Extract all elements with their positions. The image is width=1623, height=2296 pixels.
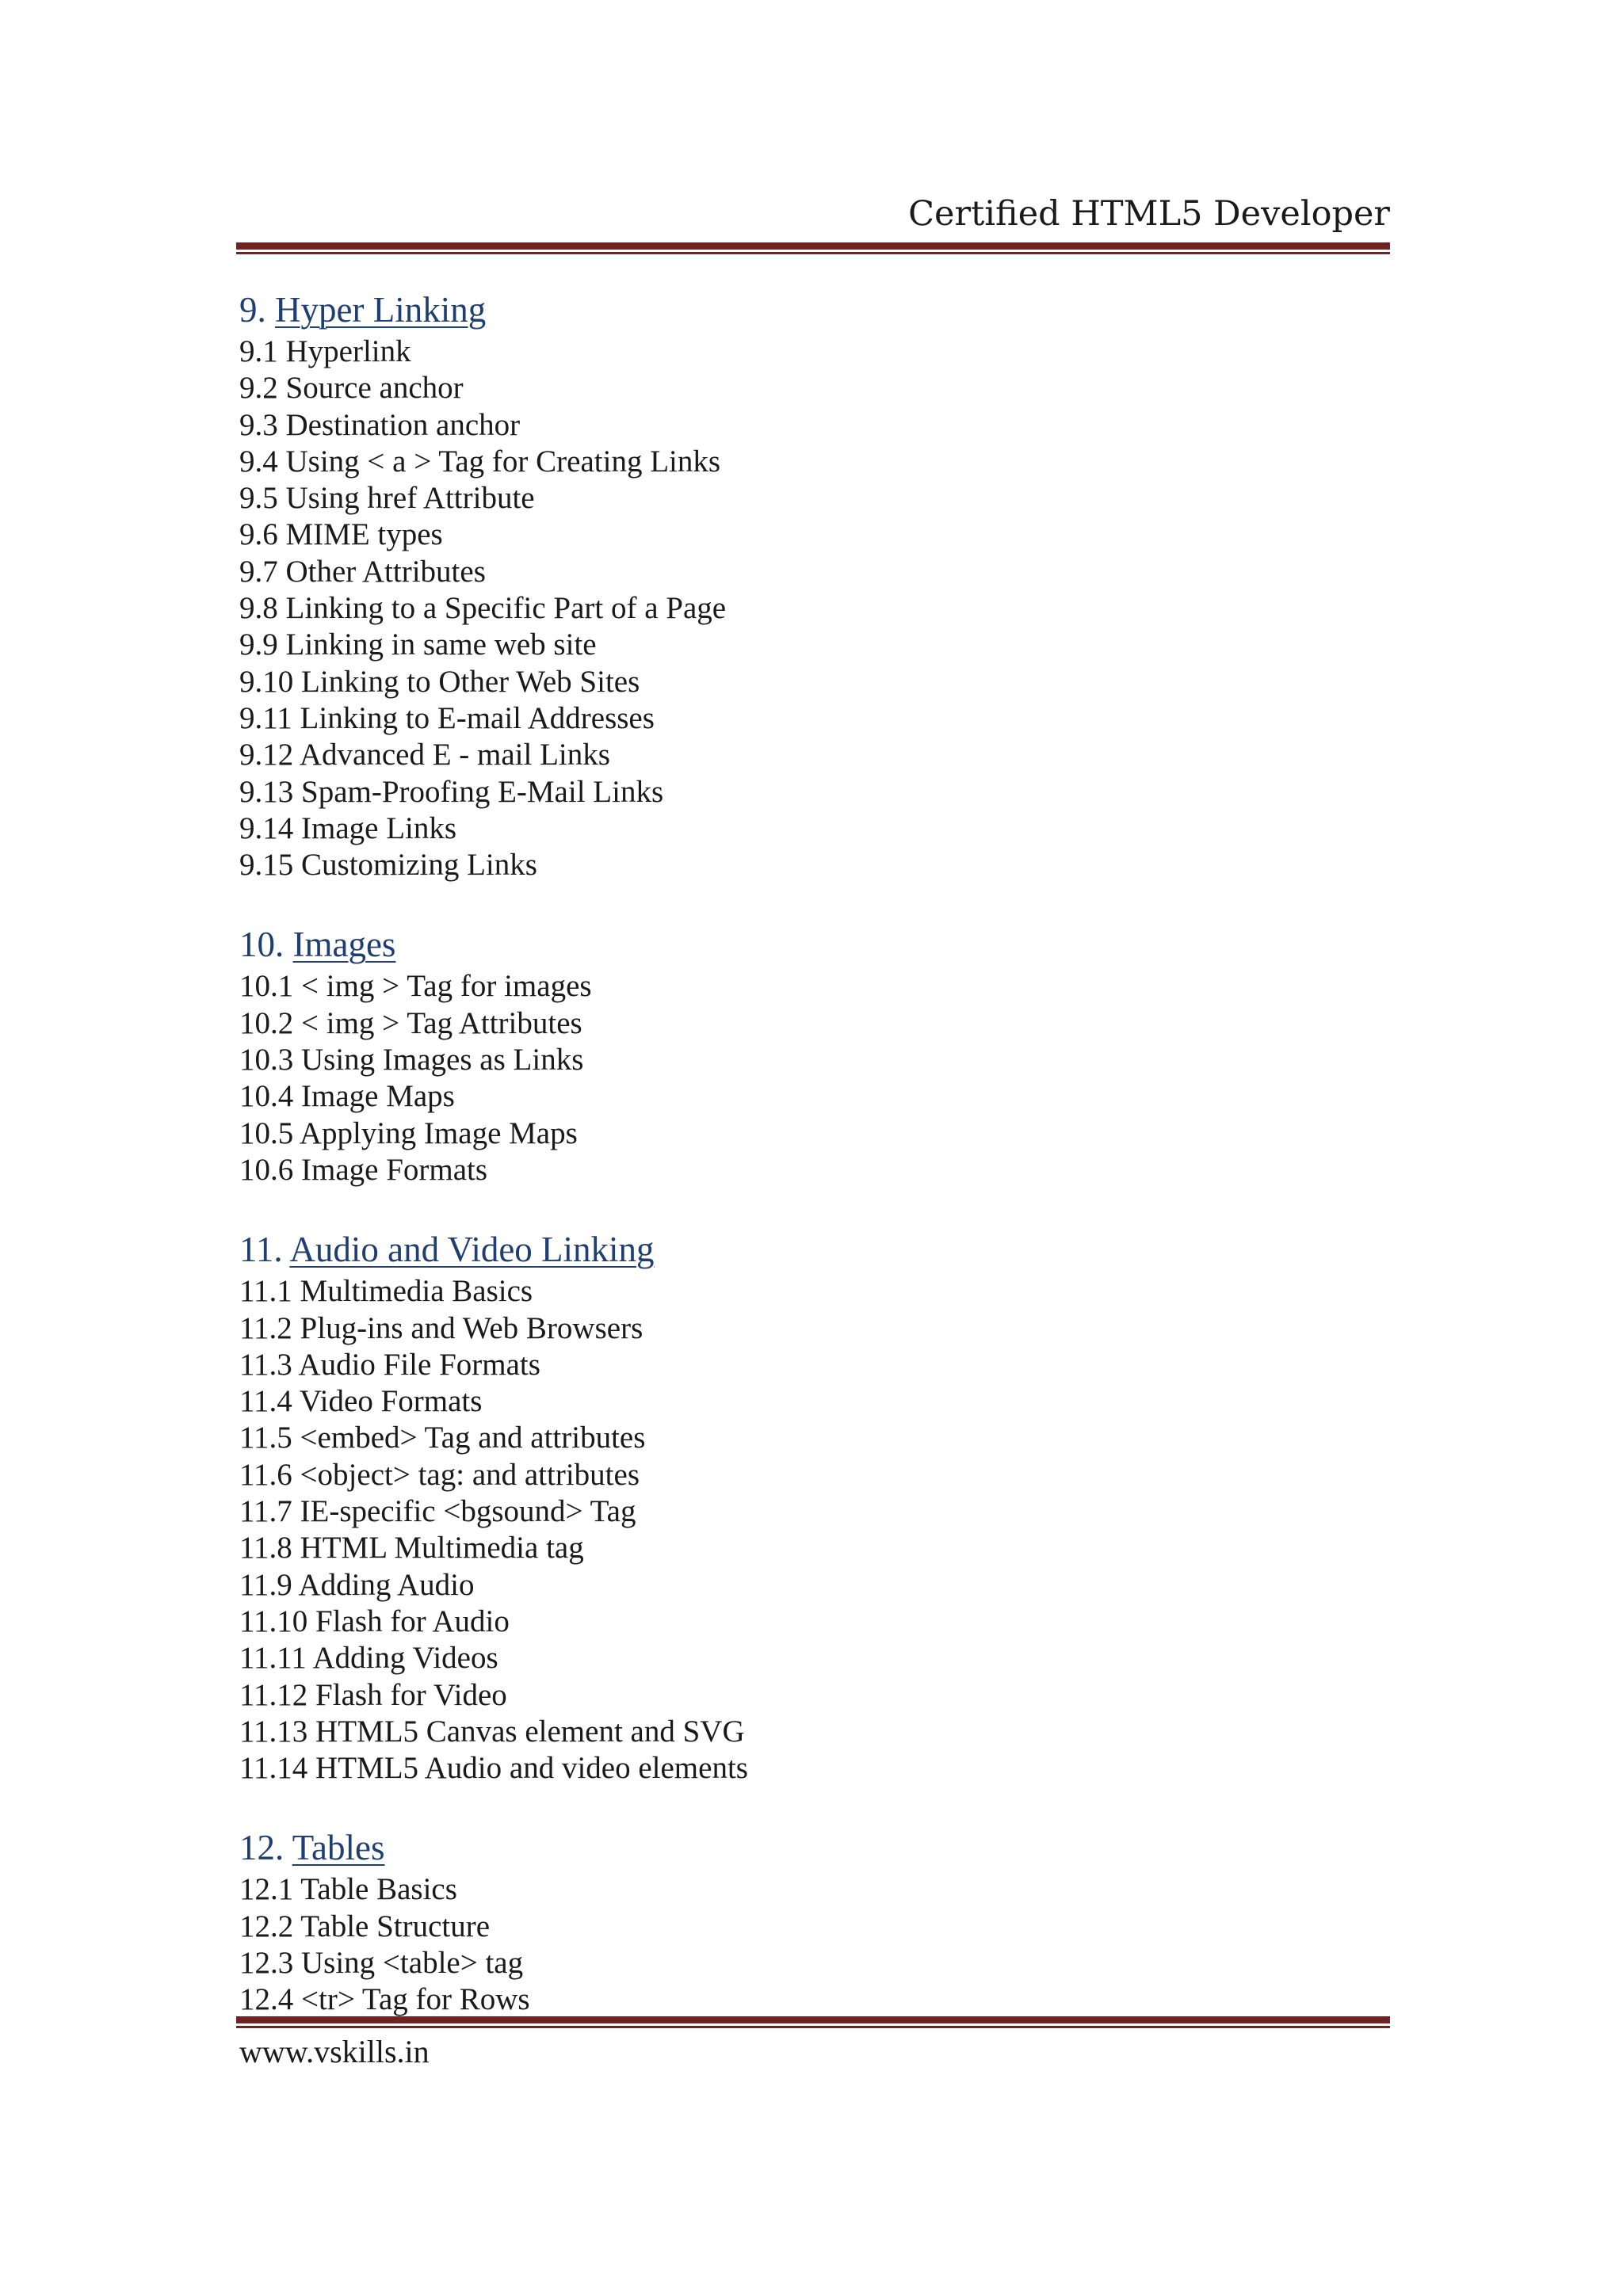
toc-item: 11.10 Flash for Audio — [239, 1604, 510, 1638]
toc-item: 10.3 Using Images as Links — [239, 1043, 584, 1077]
section-title-link[interactable]: Hyper Linking — [275, 290, 487, 330]
toc-item: 12.4 <tr> Tag for Rows — [239, 1982, 530, 2017]
toc-item: 11.4 Video Formats — [239, 1384, 483, 1419]
section-number: 9. — [239, 290, 266, 330]
toc-item: 11.12 Flash for Video — [239, 1677, 507, 1712]
toc-item: 9.12 Advanced E - mail Links — [239, 738, 610, 772]
header-rule — [236, 242, 1390, 254]
toc-item: 11.8 HTML Multimedia tag — [239, 1531, 584, 1566]
toc-item: 11.14 HTML5 Audio and video elements — [239, 1751, 748, 1786]
section-items — [239, 1273, 1381, 1787]
toc-item: 9.7 Other Attributes — [239, 554, 486, 589]
footer-rule — [236, 2016, 1390, 2028]
toc-item: 9.6 MIME types — [239, 517, 443, 552]
toc-item: 9.2 Source anchor — [239, 371, 464, 406]
toc-item: 9.4 Using < a > Tag for Creating Links — [239, 444, 721, 479]
section-items — [239, 334, 1381, 883]
section-title-link[interactable]: Audio and Video Linking — [289, 1230, 655, 1270]
toc-item: 9.9 Linking in same web site — [239, 627, 597, 662]
toc-item: 11.11 Adding Videos — [239, 1641, 498, 1676]
toc-item: 10.2 < img > Tag Attributes — [239, 1005, 582, 1040]
section-title-link[interactable]: Tables — [292, 1828, 385, 1868]
section-heading — [239, 1226, 1381, 1273]
section-audio-video-linking — [239, 1226, 1381, 1787]
section-images — [239, 921, 1381, 1188]
toc-item: 9.1 Hyperlink — [239, 334, 411, 368]
toc-item: 9.11 Linking to E-mail Addresses — [239, 700, 655, 735]
toc-item: 10.4 Image Maps — [239, 1079, 455, 1114]
toc-item: 11.2 Plug-ins and Web Browsers — [239, 1310, 643, 1345]
toc-item: 10.1 < img > Tag for images — [239, 969, 592, 1004]
toc-item: 9.3 Destination anchor — [239, 407, 521, 442]
section-heading — [239, 1824, 1381, 1871]
toc-item: 11.9 Adding Audio — [239, 1567, 475, 1602]
section-number: 12. — [239, 1828, 285, 1868]
toc-item: 9.13 Spam-Proofing E-Mail Links — [239, 774, 664, 809]
section-heading — [239, 921, 1381, 968]
toc-item: 12.2 Table Structure — [239, 1909, 491, 1943]
toc-item: 9.14 Image Links — [239, 810, 457, 845]
toc-item: 9.15 Customizing Links — [239, 848, 537, 883]
toc-item: 10.6 Image Formats — [239, 1152, 488, 1187]
section-heading — [239, 286, 1381, 334]
toc-item: 11.3 Audio File Formats — [239, 1347, 540, 1382]
section-title-link[interactable]: Images — [292, 925, 396, 965]
toc-item: 10.5 Applying Image Maps — [239, 1116, 578, 1150]
section-number: 11. — [239, 1230, 283, 1270]
section-hyper-linking — [239, 286, 1381, 883]
toc-item: 12.1 Table Basics — [239, 1872, 457, 1907]
section-items — [239, 968, 1381, 1188]
toc-item: 9.5 Using href Attribute — [239, 481, 535, 516]
toc-item: 9.8 Linking to a Specific Part of a Page — [239, 591, 727, 626]
section-items — [239, 1871, 1381, 2018]
toc-item: 9.10 Linking to Other Web Sites — [239, 664, 640, 699]
toc-item: 11.7 IE-specific <bgsound> Tag — [239, 1494, 636, 1529]
section-tables — [239, 1824, 1381, 2018]
section-number: 10. — [239, 925, 285, 965]
toc-item: 12.3 Using <table> tag — [239, 1945, 524, 1980]
toc-item: 11.6 <object> tag: and attributes — [239, 1457, 640, 1492]
table-of-contents — [239, 286, 1381, 2019]
toc-item: 11.1 Multimedia Basics — [239, 1274, 533, 1309]
toc-item: 11.5 <embed> Tag and attributes — [239, 1421, 646, 1455]
page-header-title: Certified HTML5 Developer — [908, 194, 1390, 234]
toc-item: 11.13 HTML5 Canvas element and SVG — [239, 1714, 745, 1749]
footer-website: www.vskills.in — [239, 2034, 430, 2069]
